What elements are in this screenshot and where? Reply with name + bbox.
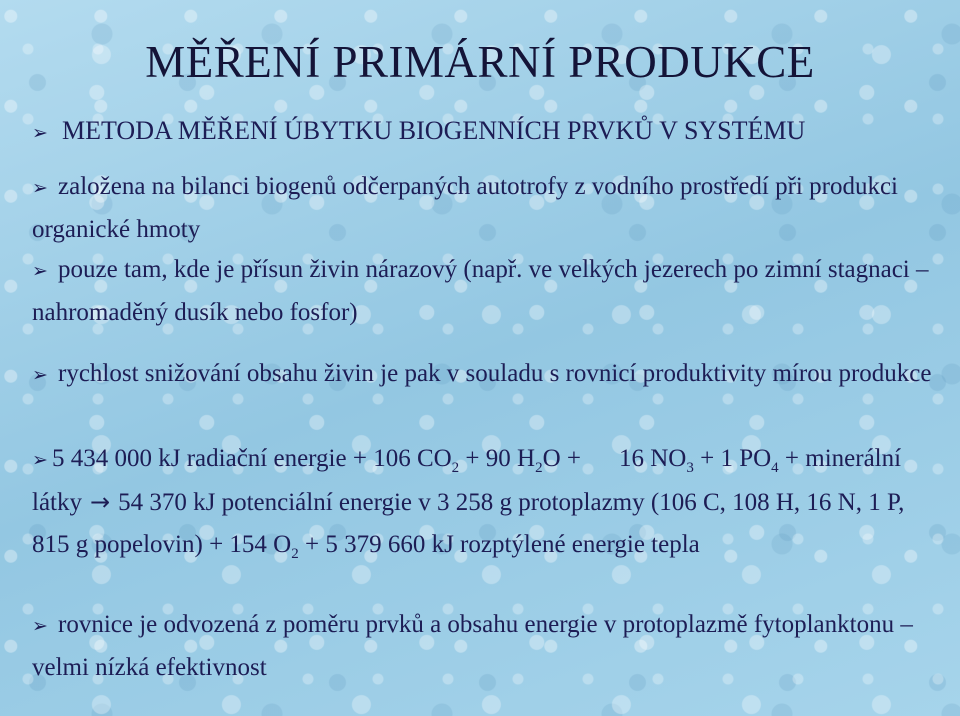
bullet-arrow-icon: ➢ — [32, 177, 48, 199]
bullet-item-method — [32, 110, 944, 154]
bullet-arrow-icon: ➢ — [32, 615, 48, 637]
equation-subscript: 2 — [451, 460, 460, 476]
bullet-item-basis — [32, 166, 944, 251]
slide-title: MĚŘENÍ PRIMÁRNÍ PRODUKCE — [145, 37, 815, 87]
equation-subscript: 2 — [535, 460, 543, 476]
equation-part: + 1 PO — [693, 445, 772, 472]
reaction-arrow-icon: → — [90, 488, 111, 516]
bullet-text: rovnice je odvozená z poměru prvků a obsahu energie v protoplazmě fytoplanktonu – velmi nízká efektivnost — [32, 611, 913, 681]
bullet-item-derivation — [32, 604, 944, 689]
bullet-item-rate — [32, 353, 944, 396]
equation-subscript: 4 — [771, 460, 779, 476]
bullet-item-equation — [32, 438, 944, 566]
equation-subscript: 2 — [291, 546, 299, 562]
bullet-text: založena na bilanci biogenů odčerpaných autotrofy z vodního prostředí při produkci organické hmoty — [32, 173, 898, 243]
equation-part: + 5 379 660 kJ rozptýlené energie tepla — [298, 531, 700, 558]
equation-part: + minerální látky — [32, 445, 902, 516]
bullet-arrow-icon: ➢ — [32, 449, 48, 471]
equation-subscript: 3 — [686, 460, 694, 476]
equation-part: 54 370 kJ potenciální energie v 3 258 g protoplazmy (106 C, 108 H, 16 N, 1 P, 815 g popelovin) + 154 O — [32, 489, 905, 558]
bullet-item-scope — [32, 249, 944, 334]
equation-part: + 90 H — [459, 445, 536, 472]
bullet-text: pouze tam, kde je přísun živin nárazový (např. ve velkých jezerech po zimní stagnaci – nahromaděný dusík nebo fosfor) — [32, 256, 929, 326]
bullet-text: rychlost snižování obsahu živin je pak v souladu s rovnicí produktivity mírou produkce — [58, 360, 932, 387]
equation-part: O + — [542, 445, 581, 472]
bullet-text: METODA MĚŘENÍ ÚBYTKU BIOGENNÍCH PRVKŮ V SYSTÉMU — [62, 116, 806, 145]
bullet-arrow-icon: ➢ — [32, 364, 48, 386]
bullet-arrow-icon: ➢ — [32, 260, 48, 282]
equation-part: 16 NO — [618, 445, 687, 472]
equation-part: 5 434 000 kJ radiační energie + 106 CO — [52, 445, 452, 472]
bullet-arrow-icon: ➢ — [32, 122, 48, 144]
